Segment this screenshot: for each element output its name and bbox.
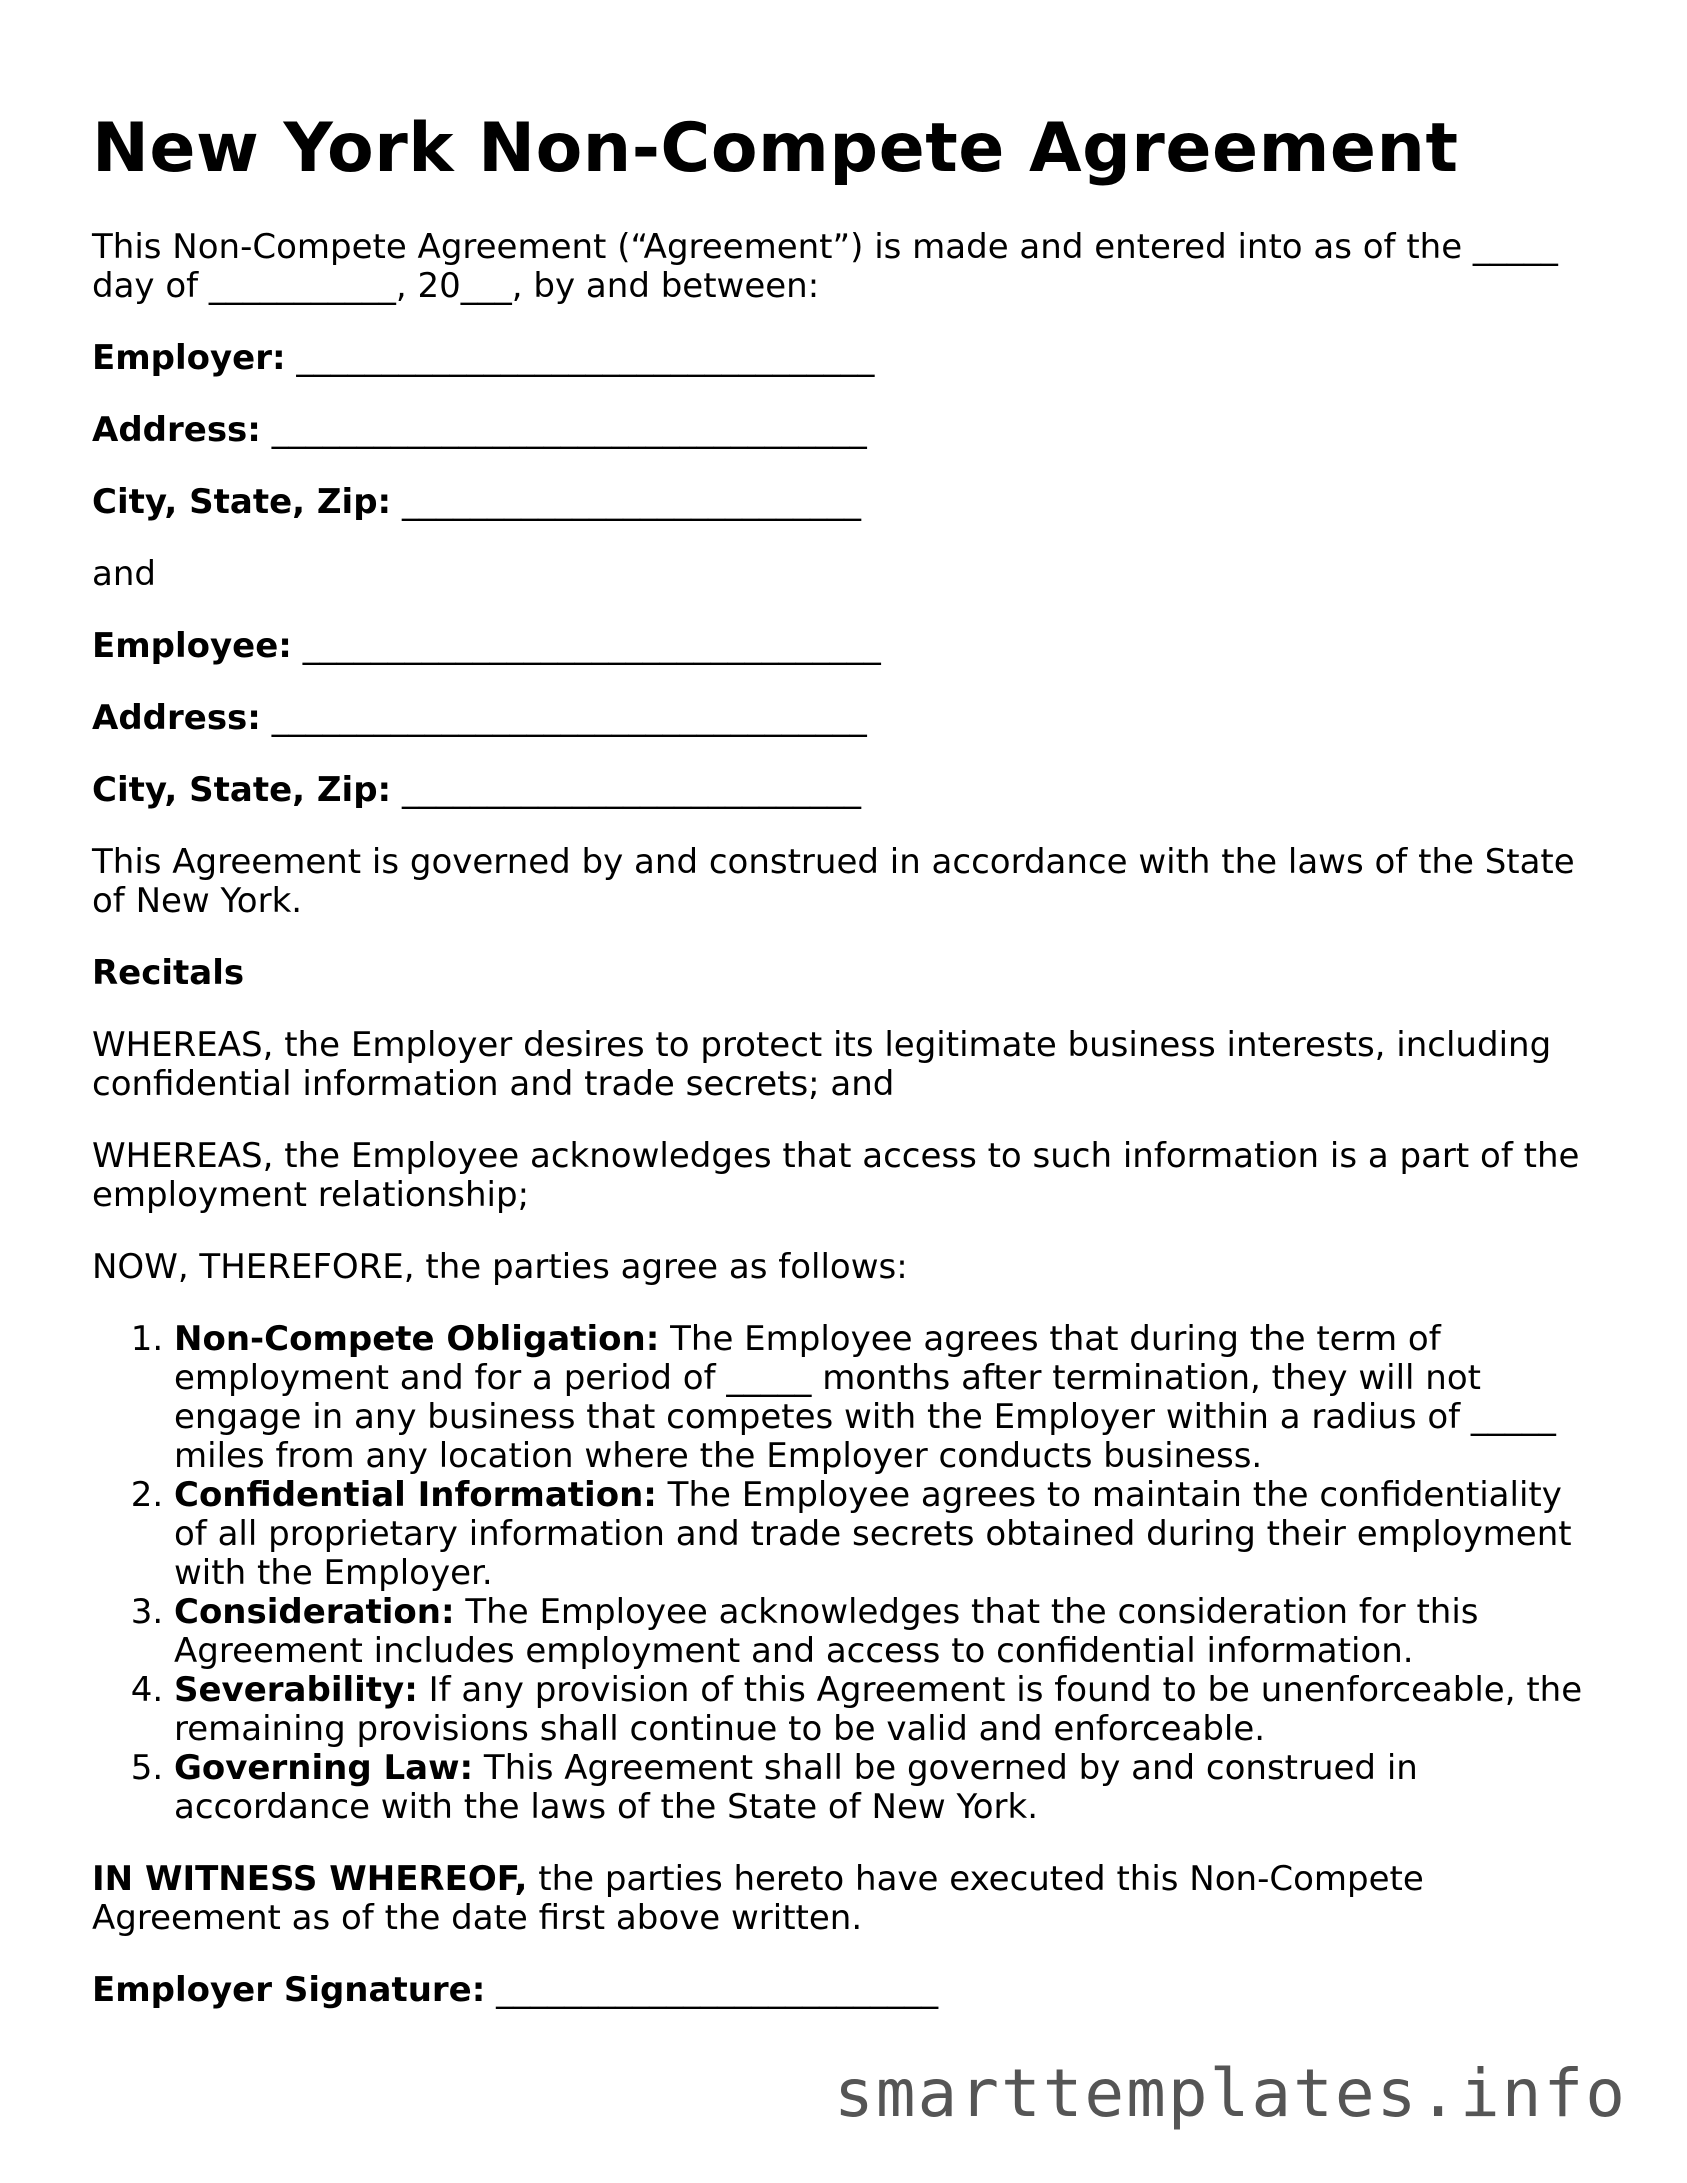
employer-signature-field [92, 1971, 1602, 2010]
clause-item [174, 1476, 1602, 1593]
employee-address-field [92, 699, 1602, 738]
clause-lead: Non-Compete Obligation: [174, 1319, 660, 1360]
employer-city-label: City, State, Zip: [92, 482, 392, 523]
document-page [92, 110, 1602, 2043]
employer-address-field [92, 411, 1602, 450]
and-text: and [92, 554, 156, 595]
employee-city-field [92, 771, 1602, 810]
witness-paragraph [92, 1860, 1602, 1938]
employee-label: Employee: [92, 626, 292, 667]
employer-label: Employer: [92, 338, 286, 379]
employee-address-label: Address: [92, 698, 261, 739]
clause-lead: Severability: [174, 1670, 418, 1711]
clause-text: If any provision of this Agreement is found to be unenforceable, the remaining provisions shall continue to be valid and enforceable. [174, 1670, 1583, 1750]
document-title: New York Non-Compete Agreement [92, 109, 1459, 188]
employer-address-label: Address: [92, 410, 261, 451]
clause-lead: Confidential Information: [174, 1475, 657, 1516]
clause-text: This Agreement shall be governed by and construed in accordance with the laws of the State of New York. [174, 1748, 1418, 1828]
employer-signature-label: Employer Signature: [92, 1970, 486, 2011]
clause-item [174, 1749, 1602, 1827]
whereas-2: WHEREAS, the Employee acknowledges that access to such information is a part of the employment relationship; [92, 1136, 1580, 1216]
employer-signature-blank: __________________________ [496, 1970, 939, 2011]
clause-lead: Governing Law: [174, 1748, 474, 1789]
employee-city-label: City, State, Zip: [92, 770, 392, 811]
now-therefore: NOW, THEREFORE, the parties agree as follows: [92, 1247, 908, 1288]
employer-address-blank: ___________________________________ [271, 410, 867, 451]
clauses-list [92, 1320, 1602, 1827]
employee-field [92, 627, 1602, 666]
clause-text: The Employee agrees to maintain the confidentiality of all proprietary information and trade secrets obtained during their employment with the Employer. [174, 1475, 1572, 1594]
clause-lead: Consideration: [174, 1592, 455, 1633]
clause-text: The Employee agrees that during the term of employment and for a period of _____ months after termination, they will not engage in any business that competes with the Employer within a radius of _____ miles from any location where the Employer conducts business. [174, 1319, 1556, 1477]
whereas-1: WHEREAS, the Employer desires to protect its legitimate business interests, including confidential information and trade secrets; and [92, 1025, 1552, 1105]
employee-address-blank: ___________________________________ [271, 698, 867, 739]
intro-paragraph: This Non-Compete Agreement (“Agreement”) is made and entered into as of the _____ day of ___________, 20___, by and between: [92, 227, 1558, 307]
witness-lead: IN WITNESS WHEREOF, [92, 1859, 528, 1900]
clause-item [174, 1320, 1602, 1476]
governing-statement: This Agreement is governed by and construed in accordance with the laws of the State of New York. [92, 842, 1575, 922]
watermark-text: smarttemplates.info [834, 2055, 1627, 2132]
witness-text: the parties hereto have executed this Non-Compete Agreement as of the date first above written. [92, 1859, 1424, 1939]
employer-city-field [92, 483, 1602, 522]
employer-city-blank: ___________________________ [401, 482, 861, 523]
employer-blank: __________________________________ [296, 338, 875, 379]
clause-item [174, 1593, 1602, 1671]
clause-item [174, 1671, 1602, 1749]
employer-field [92, 339, 1602, 378]
employee-city-blank: ___________________________ [401, 770, 861, 811]
clause-text: The Employee acknowledges that the consideration for this Agreement includes employment and access to confidential information. [174, 1592, 1479, 1672]
recitals-heading: Recitals [92, 953, 245, 994]
employee-blank: __________________________________ [302, 626, 881, 667]
